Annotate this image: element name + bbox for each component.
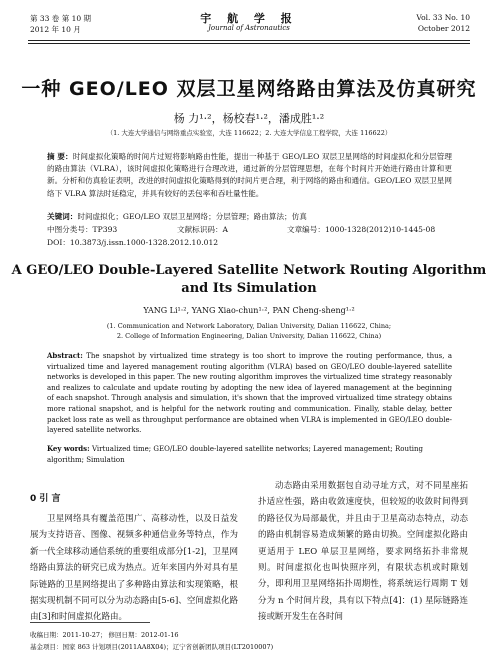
section-heading-introduction: 0 引 言 — [30, 494, 61, 504]
journal-name-cn: 宇 航 学 报 — [200, 12, 298, 25]
abstract-cn-text: 时间虚拟化策略的时间片过短将影响路由性能，提出一种基于 GEO/LEO 双层卫星网络的时间虚拟化和分层管理的路由算法（VLRA），该时间虚拟化策略进行合理改进，通过新的分层管理思想，在每个时间片开始进行路由计算和更新。分析和仿真验证表明，改进的时间虚拟化策略得到的时间片更合理，利于网络的路由和通信。GEO/LEO 双层卫星网络下 VLRA 算法时延稳定，并具有较好的丢包率和吞吐量性能。 — [47, 152, 452, 198]
abstract-en-label: Abstract: — [47, 351, 83, 360]
clc-number: 中图分类号：TP393 — [47, 225, 118, 234]
affiliation-en — [0, 321, 498, 341]
volume-en: Vol. 33 No. 10 — [416, 13, 470, 22]
keywords-cn-label: 关键词： — [47, 212, 78, 221]
classification-line — [47, 224, 452, 235]
abstract-cn — [47, 151, 452, 200]
paper-title-cn: 一种 GEO/LEO 双层卫星网络路由算法及仿真研究 — [21, 78, 477, 100]
document-code: 文献标识码：A — [177, 225, 229, 234]
intro-paragraph-1: 卫星网络具有覆盖范围广、高移动性，以及日益发展为支持语音、图像、视频多种通信业务等特点，作为新一代全球移动通信系统的重要组成部分[1-2]，卫星网络路由算法的研究已成为热点。近年来国内外对具有星际链路的卫星网络提出了多种路由算法和实现策略，根据实现机制不同可以分为动态路由[5-6]、空间虚拟化路由[3]和时间虚拟化路由。 — [30, 514, 238, 623]
doi[interactable]: DOI：10.3873/j.issn.1000-1328.2012.10.012 — [47, 238, 219, 247]
footnote-rule — [30, 622, 150, 623]
keywords-en-text: Virtualized time; GEO/LEO double-layered satellite networks; Layered management; Routing algorithm; Simulation — [47, 445, 424, 464]
authors-cn: 杨 力¹·²，杨校春¹·²，潘成胜¹·² — [173, 112, 325, 125]
journal-name-en: Journal of Astronautics — [208, 24, 290, 32]
date-cn: 2012 年 10 月 — [30, 25, 81, 34]
keywords-cn — [47, 211, 452, 222]
authors-en: YANG Li¹·², YANG Xiao-chun¹·², PAN Cheng-sheng¹·² — [143, 306, 355, 315]
title-en-line2: and Its Simulation — [181, 281, 317, 296]
header-rule-thick — [28, 40, 470, 41]
abstract-cn-label: 摘 要： — [47, 152, 73, 161]
keywords-en-label: Key words: — [47, 444, 90, 453]
header-rule-thin — [28, 43, 470, 44]
keywords-cn-text: 时间虚拟化；GEO/LEO 双层卫星网络；分层管理；路由算法；仿真 — [77, 212, 307, 221]
affiliation-en-line1: (1. Communication and Network Laboratory, Dalian University, Dalian 116622, China; — [106, 322, 392, 330]
paper-title-en — [0, 262, 498, 298]
intro-paragraph-2: 动态路由采用数据包自动寻址方式，对不同星座拓扑适应性强，路由收敛速度快，但较短的收敛时间得到的路径仅为局部最优，并且由于卫星高动态特点，动态的路由机制容易造成频繁的路由切换。空间虚拟化路由更适用于 LEO 单层卫星网络，要求网络拓扑非常规则。时间虚拟化也叫快照序列，有限状态机或时隙划分，即利用卫星网络拓扑周期性，将系统运行周期 T 划分为 n 个时间片段，具有以下特点[4]：(1) 星际链路连接或断开发生在各时间 — [258, 481, 468, 623]
affiliation-cn: （1. 大连大学通信与网络重点实验室，大连 116622；2. 大连大学信息工程学院，大连 116622） — [106, 129, 392, 137]
affiliation-en-line2: 2. College of Information Engineering, Dalian University, Dalian 116622, China) — [116, 332, 382, 340]
abstract-en — [47, 351, 452, 436]
keywords-en — [47, 444, 452, 465]
footnote-received: 收稿日期：2011-10-27； 修回日期：2012-01-16 — [30, 631, 179, 639]
issue-cn: 第 33 卷 第 10 期 — [30, 14, 92, 23]
article-number: 文章编号：1000-1328(2012)10-1445-08 — [287, 225, 436, 234]
footnote-fund: 基金项目：国家 863 计划项目(2011AA8X04)；辽宁省创新团队项目(LT2010007) — [30, 643, 274, 651]
abstract-en-text: The snapshot by virtualized time strategy is too short to improve the routing performance, thus, a virtualized time and layered management routing algorithm (VLRA) based on GEO/LEO double-layered satellite networks is developed in this paper. The new routing algorithm improves the virtualized time strategy reasonably and realizes to calculate and update routing by adopting the new idea of layered management at the beginning of each snapshot. Through analysis and simulation, it's shown that the improved virtualized time strategy obtains more rational snapshot, and is helpful for the network routing and communication. Finally, stable delay, better packet loss rate as well as throughput performance are obtained when VLRA is implemented in GEO/LEO double-layered satellite networks. — [47, 352, 452, 435]
body-right-column — [258, 478, 468, 626]
date-en: October 2012 — [417, 24, 470, 33]
body-left-column — [30, 511, 238, 626]
title-en-line1: A GEO/LEO Double-Layered Satellite Network Routing Algorithm — [11, 263, 487, 278]
